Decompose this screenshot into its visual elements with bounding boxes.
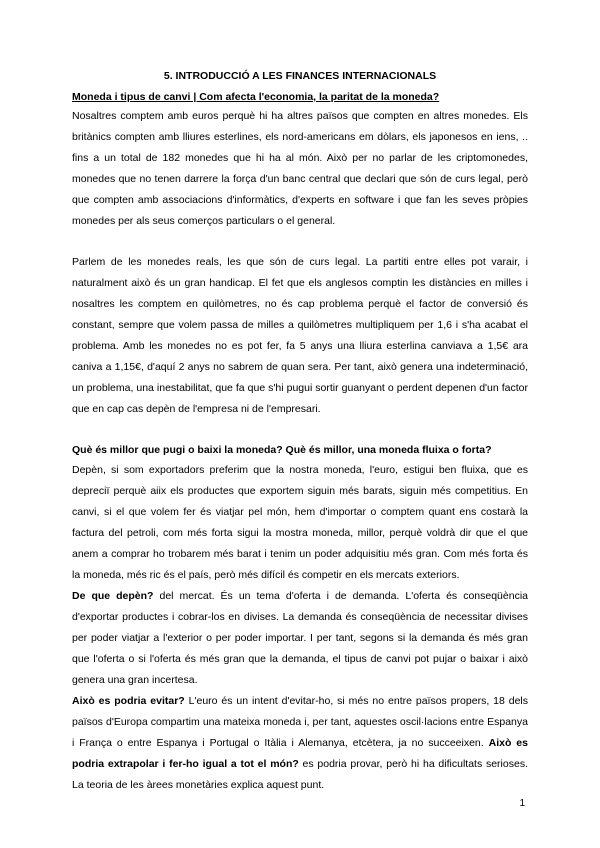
section-subtitle: Moneda i tipus de canvi | Com afecta l'economia, la paritat de la moneda? [72,91,440,103]
paragraph-5-lead: Això es podria evitar? [72,695,185,707]
paragraph-1: Nosaltres comptem amb euros perquè hi ha altres països que compten en altres monedes. Els britànics compten amb lliures esterlines, els nord-americans em dòlars, els japonesos en iens, .. fins a un total de 182 monedes que hi ha al món. Això per no parlar de les criptomonedes, monedes que no tenen darrere la força d'un banc central que declari que són de curs legal, però que compten amb associacions d'informàtics, d'experts en software i que fan les seves pròpies monedes per als seus comerços particulars o el general. [72,110,528,227]
paragraph-3: Depèn, si som exportadors preferim que la nostra moneda, l'euro, estigui ben fluixa, que es depreciï perquè aiix els productes que exportem siguin més barats, siguin més competitius. En canvi, si el que volem fer és viatjar pel món, hem d'importar o comptem quant ens costarà la factura del petroli, com més forta sigui la mostra moneda, millor, perquè voldrà dir que el que anem a comprar ho trobarem més barat i tenim un poder adquisitiu més gran. Com més forta és la moneda, més ric és el país, però més difícil és competir en els mercats exteriors. [72,464,528,581]
paragraph-5-text: L'euro és un intent d'evitar-ho, si més no entre països propers, 18 dels països d'Europa compartim una mateixa moneda i, per tant, aquestes oscil·lacions entre Espanya i França o entre Espanya i Portugal o Itàlia i Alemanya, etcètera, ja no succeeixen. [72,695,529,749]
paragraph-2: Parlem de les monedes reals, les que són de curs legal. La partiti entre elles pot varair, i naturalment això és un gran handicap. El fet que els anglesos comptin les distàncies en milles i nosaltres les comptem en quilòmetres, no és cap problema perquè el factor de conversió és constant, sempre que volem passa de milles a quilòmetres multipliquem per 1,6 i s'ha acabat el problema. Amb les monedes no es pot fer, fa 5 anys una lliura esterlina canviava a 1,5€ ara caniva a 1,15€, d'aquí 2 anys no sabrem de quan sera. Per tant, això genera una indeterminació, un problema, una inestabilitat, que fa que s'hi pugui sortir guanyant o perdent depenen d'un factor que en cap cas depèn de l'empresa ni de l'empresari. [72,256,528,415]
paragraph-5-question: Això es podria extrapolar i fer-ho igual a tot el món? [72,737,528,770]
paragraph-5-end: es podria provar, però hi ha dificultats serioses. La teoria de les àrees monetàries explica aquest punt. [72,758,528,791]
document-body [72,68,528,796]
spacer [72,232,528,252]
paragraph-5 [72,691,528,796]
spacer [72,420,528,440]
page-title: 5. INTRODUCCIÓ A LES FINANCES INTERNACIONALS [163,70,437,82]
paragraph-4 [72,586,528,691]
paragraph-4-lead: De que depèn? [72,590,154,602]
page-number: 1 [519,798,525,809]
question-heading: Què és millor que pugi o baixi la moneda? Què és millor, una moneda fluixa o forta? [72,444,492,456]
paragraph-4-text: del mercat. És un tema d'oferta i de demanda. L'oferta és conseqüència d'exportar productes i cobrar-los en divises. La demanda és conseqüència de necessitar divises per poder viatjar a l'exterior o per poder importar. I per tant, segons si la demanda és més gran que l'oferta o si l'oferta és més gran que la demanda, el tipus de canvi pot pujar o baixar i això genera una gran incertesa. [72,590,528,686]
